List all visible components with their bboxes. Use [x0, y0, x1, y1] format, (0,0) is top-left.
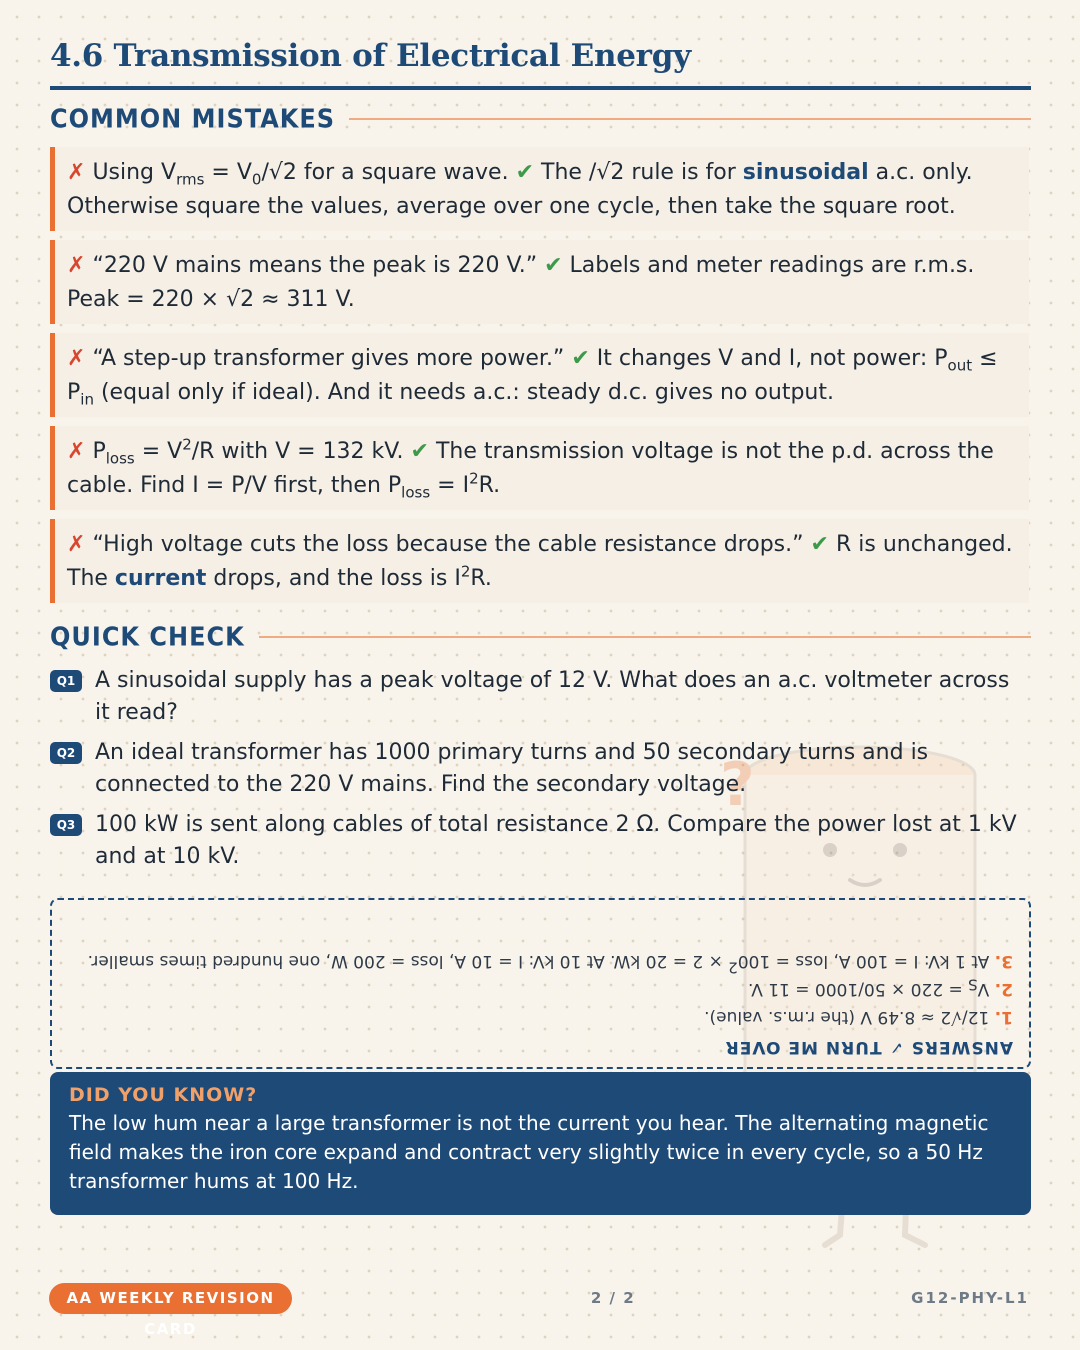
check-icon: ✔	[515, 160, 534, 185]
mistake-wrong-text: “High voltage cuts the loss because the cable resistance drops.”	[92, 532, 804, 557]
title-rule	[50, 86, 1031, 90]
mistake-correction-text: R.	[470, 566, 492, 591]
quick-check-heading: QUICK CHECK	[50, 621, 245, 653]
mistake-correction-text: Labels and meter readings are r.m.s. Peak = 220 × √2 ≈ 311 V.	[67, 253, 975, 312]
mistake-wrong-text: = V	[134, 439, 183, 464]
mistake-correction-text: The /√2 rule is for	[541, 160, 743, 185]
subscript: out	[947, 356, 973, 375]
check-icon: ✔	[810, 532, 829, 557]
page-title: 4.6 Transmission of Electrical Energy	[50, 38, 691, 74]
question-badge: Q3	[50, 814, 82, 836]
check-icon: ✔	[571, 346, 590, 371]
answer-text: × 2 = 20 kW. At 10 kV: I = 10 A, loss = 200 W, one hundred times smaller.	[87, 951, 729, 971]
did-you-know-body: The low hum near a large transformer is not the current you hear. The alternating magnetic field makes the iron core expand and contract very slightly twice in every cycle, so a 50 Hz transformer hums at 100 Hz.	[69, 1111, 989, 1193]
mistake-correction-text: ≤ P	[67, 346, 998, 405]
mistake-correction-text: (equal only if ideal). And it needs a.c.: steady d.c. gives no output.	[93, 380, 834, 405]
mistake-correction-text: R is unchanged. The	[67, 532, 1013, 591]
mistake-card-2	[50, 240, 1029, 324]
answer-text: At 1 kV: I = 100 A, loss = 100	[737, 951, 990, 971]
page-number: 2 / 2	[590, 1289, 636, 1307]
subscript: in	[80, 390, 94, 409]
highlight-term: sinusoidal	[742, 160, 869, 185]
question-mark-icon: ?	[720, 750, 755, 820]
section-rule	[349, 118, 1031, 120]
answer-text: V	[977, 979, 990, 999]
subscript: rms	[176, 170, 205, 189]
answer-line-3	[68, 947, 1013, 975]
question-text: A sinusoidal supply has a peak voltage of 12 V. What does an a.c. voltmeter across it read?	[95, 668, 1010, 725]
answers-box	[50, 898, 1031, 1069]
quick-check-header	[50, 623, 1031, 651]
mistake-card-1	[50, 147, 1029, 231]
mistake-wrong-text: P	[92, 439, 106, 464]
question-text: An ideal transformer has 1000 primary turns and 50 secondary turns and is connected to the 220 V mains. Find the secondary voltage.	[95, 740, 929, 797]
mistake-correction-text: It changes V and I, not power: P	[596, 346, 948, 371]
question-badge: Q1	[50, 670, 82, 692]
answers-flipped-content	[52, 900, 1029, 1067]
mistake-wrong-text: /√2 for a square wave.	[261, 160, 509, 185]
subscript: loss	[401, 483, 431, 502]
cross-icon: ✗	[67, 439, 86, 464]
answers-heading: ANSWERS ✓ TURN ME OVER	[724, 1037, 1013, 1057]
mistake-wrong-text: /R with V = 132 kV.	[191, 439, 404, 464]
card-code: G12-PHY-L1	[911, 1289, 1029, 1307]
answer-line-1	[68, 1003, 1013, 1031]
check-icon: ✔	[410, 439, 429, 464]
answer-number: 2.	[994, 979, 1013, 999]
mistake-wrong-text: “A step-up transformer gives more power.”	[92, 346, 565, 371]
mistake-correction-text: = I	[430, 473, 470, 498]
common-mistakes-header	[50, 105, 1031, 133]
cross-icon: ✗	[67, 532, 86, 557]
cross-icon: ✗	[67, 160, 86, 185]
subscript: 0	[251, 170, 262, 189]
answer-line-2	[68, 975, 1013, 1003]
mistake-wrong-text: = V	[204, 160, 252, 185]
superscript: 2	[460, 562, 471, 581]
mistake-correction-text: drops, and the loss is I	[206, 566, 461, 591]
subscript: S	[968, 975, 978, 994]
superscript: 2	[469, 469, 479, 488]
answer-number: 1.	[994, 1007, 1013, 1027]
check-icon: ✔	[544, 253, 563, 278]
mistake-card-4	[50, 426, 1029, 510]
mistake-card-3	[50, 333, 1029, 417]
answer-text: = 220 × 50/1000 = 11 V.	[748, 979, 969, 999]
mistake-correction-text: R.	[478, 473, 501, 498]
mistake-card-5	[50, 519, 1029, 603]
footer-badge: AA WEEKLY REVISION CARD	[49, 1283, 292, 1314]
question-badge: Q2	[50, 742, 82, 764]
answer-number: 3.	[994, 951, 1013, 971]
mistake-wrong-text: Using V	[92, 160, 177, 185]
section-rule	[259, 636, 1031, 638]
subscript: loss	[105, 449, 135, 468]
question-item-1	[50, 665, 1030, 729]
common-mistakes-heading: COMMON MISTAKES	[50, 103, 336, 135]
question-item-3	[50, 809, 1030, 873]
question-text: 100 kW is sent along cables of total resistance 2 Ω. Compare the power lost at 1 kV and at 10 kV.	[95, 812, 1017, 869]
cross-icon: ✗	[67, 346, 86, 371]
mistake-correction-text: a.c. only. Otherwise square the values, average over one cycle, then take the square root.	[67, 160, 973, 219]
question-item-2	[50, 737, 1030, 801]
mistake-correction-text: The transmission voltage is not the p.d. across the cable. Find I = P/V first, then P	[67, 439, 994, 498]
superscript: 2	[728, 958, 738, 977]
did-you-know-heading: DID YOU KNOW?	[69, 1084, 258, 1106]
answer-text: 12/√2 ≈ 8.49 V (the r.m.s. value).	[704, 1007, 990, 1027]
highlight-term: current	[114, 566, 207, 591]
superscript: 2	[182, 435, 192, 454]
mistake-wrong-text: “220 V mains means the peak is 220 V.”	[92, 253, 538, 278]
did-you-know-box	[50, 1072, 1031, 1215]
cross-icon: ✗	[67, 253, 86, 278]
